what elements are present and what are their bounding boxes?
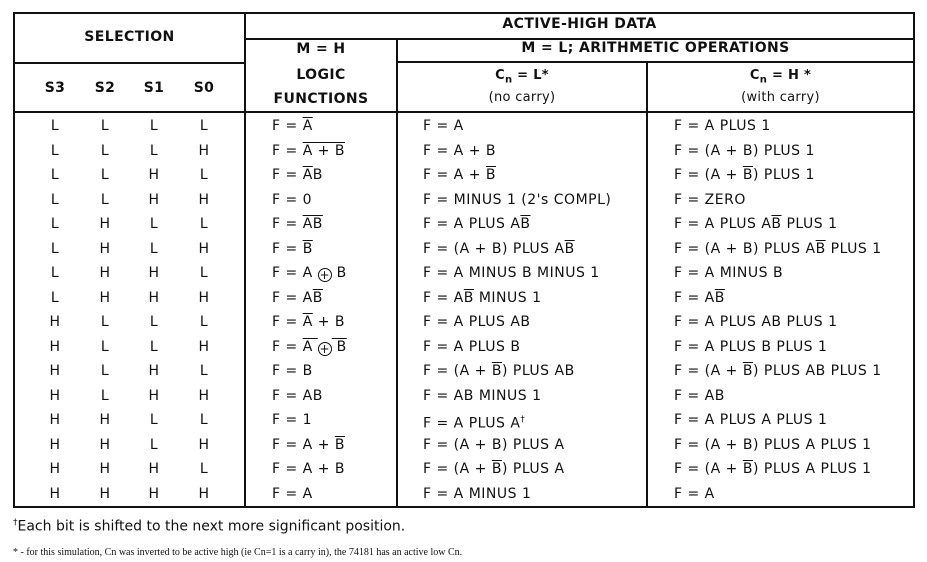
s3-cell: L bbox=[50, 118, 60, 134]
s1-cell: L bbox=[149, 142, 159, 159]
logic-text: F = A + bbox=[272, 436, 335, 453]
cn-low-value: = L* bbox=[512, 68, 549, 83]
cn-low-subscript: n bbox=[504, 74, 513, 86]
simulation-note: * - for this simulation, Cn was inverted to be active high (ie Cn=1 is a carry in), the 74181 has an active low Cn. bbox=[13, 547, 463, 558]
s0-cell: H bbox=[198, 240, 210, 257]
no-carry-cell bbox=[423, 163, 496, 188]
m-l-header: M = L; ARITHMETIC OPERATIONS bbox=[521, 40, 790, 56]
logic-function-cell bbox=[272, 139, 345, 164]
cn-high-value: = H * bbox=[767, 68, 812, 83]
s3-cell: H bbox=[49, 485, 61, 502]
no-carry-cell bbox=[423, 482, 531, 507]
table-row bbox=[15, 433, 913, 458]
s0-cell: H bbox=[198, 191, 210, 208]
wc-text: $\overline{B}$ bbox=[742, 167, 753, 183]
table-row bbox=[15, 188, 913, 213]
wc-text: F = A PLUS B PLUS 1 bbox=[674, 338, 828, 355]
logic-function-cell bbox=[272, 188, 312, 213]
wc-text: F = A PLUS A bbox=[674, 216, 772, 232]
selection-header: SELECTION bbox=[84, 29, 175, 45]
nc-text: F = A PLUS B bbox=[423, 338, 521, 355]
wc-text: ) PLUS A PLUS 1 bbox=[752, 461, 872, 477]
footnote bbox=[13, 518, 405, 535]
s1-cell: H bbox=[148, 265, 160, 281]
s1-cell: H bbox=[148, 461, 160, 477]
s0-cell: H bbox=[198, 436, 210, 453]
cn-low-note: (no carry) bbox=[488, 90, 556, 105]
s2-cell: L bbox=[100, 142, 110, 159]
no-carry-cell bbox=[423, 261, 600, 286]
s3-cell: H bbox=[49, 436, 61, 453]
s0-cell: H bbox=[198, 485, 210, 502]
table-row bbox=[15, 310, 913, 335]
logic-function-cell bbox=[272, 212, 323, 237]
wc-text: F = A PLUS A PLUS 1 bbox=[674, 412, 828, 428]
s0-cell: H bbox=[198, 338, 210, 355]
s0-header: S0 bbox=[193, 80, 215, 96]
logic-text: F = bbox=[272, 216, 303, 232]
s1-cell: H bbox=[148, 289, 160, 306]
s0-cell: L bbox=[199, 461, 209, 477]
wc-text: F = A PLUS AB PLUS 1 bbox=[674, 314, 838, 330]
nc-text: $\overline{B}$ bbox=[463, 289, 474, 306]
nc-text: F = AB MINUS 1 bbox=[423, 387, 542, 404]
nc-text: F = A PLUS A bbox=[423, 216, 521, 232]
s2-cell: L bbox=[100, 167, 110, 183]
table-row bbox=[15, 482, 913, 507]
logic-text bbox=[303, 339, 347, 355]
wc-text: F = A bbox=[674, 289, 715, 306]
s3-cell: H bbox=[49, 338, 61, 355]
logic-text: $\overline{AB}$ bbox=[302, 216, 323, 232]
nc-text: ) PLUS AB bbox=[501, 363, 575, 379]
s0-cell: L bbox=[199, 167, 209, 183]
wc-text: F = A MINUS B bbox=[674, 265, 784, 281]
logic-function-cell bbox=[272, 237, 313, 262]
nc-text: F = (A + B) PLUS A bbox=[423, 436, 565, 453]
s2-cell: L bbox=[100, 363, 110, 379]
s1-cell: H bbox=[148, 387, 160, 404]
s2-cell: L bbox=[100, 314, 110, 330]
s0-cell: H bbox=[198, 387, 210, 404]
table-row bbox=[15, 212, 913, 237]
s1-cell: L bbox=[149, 240, 159, 257]
nc-text: F = A bbox=[423, 118, 464, 134]
wc-text: F = (A + B) PLUS 1 bbox=[674, 142, 815, 159]
logic-text: + B bbox=[312, 314, 346, 330]
s0-cell: H bbox=[198, 289, 210, 306]
no-carry-cell bbox=[423, 359, 575, 384]
wc-text: ) PLUS AB PLUS 1 bbox=[752, 363, 882, 379]
table-row bbox=[15, 163, 913, 188]
s2-cell: H bbox=[99, 289, 111, 306]
s3-cell: L bbox=[50, 216, 60, 232]
logic-text: F = AB bbox=[272, 387, 323, 404]
table-row bbox=[15, 286, 913, 311]
s3-header: S3 bbox=[44, 80, 66, 96]
wc-text: F = ZERO bbox=[674, 191, 746, 208]
logic-function-cell bbox=[272, 384, 323, 409]
no-carry-cell bbox=[423, 212, 531, 237]
logic-function-cell bbox=[272, 457, 345, 482]
logic-function-cell bbox=[272, 286, 323, 311]
m-h-header: M = H bbox=[296, 41, 346, 57]
s0-cell: H bbox=[198, 142, 210, 159]
s1-cell: L bbox=[149, 338, 159, 355]
s0-cell: L bbox=[199, 314, 209, 330]
wc-text: F = AB bbox=[674, 387, 725, 404]
logic-text: A + B bbox=[302, 142, 345, 159]
table-row bbox=[15, 335, 913, 360]
nc-text: $\overline{B}$ bbox=[564, 240, 575, 257]
nc-text: F = A + bbox=[423, 167, 486, 183]
s2-cell: H bbox=[99, 461, 111, 477]
logic-text: $\overline{B}$ bbox=[334, 436, 346, 453]
ov-b: B bbox=[331, 338, 347, 355]
no-carry-cell bbox=[423, 384, 542, 409]
with-carry-cell bbox=[674, 335, 827, 360]
footnote-text: Each bit is shifted to the next more significant position. bbox=[17, 518, 406, 535]
no-carry-cell bbox=[423, 433, 565, 458]
no-carry-cell bbox=[423, 310, 531, 335]
s2-cell: L bbox=[100, 118, 110, 134]
with-carry-cell bbox=[674, 286, 725, 311]
s1-header: S1 bbox=[143, 80, 165, 96]
logic-text: F = 1 bbox=[272, 412, 313, 428]
with-carry-cell bbox=[674, 457, 872, 482]
logic-text: F = bbox=[272, 314, 303, 330]
nc-text: † bbox=[520, 415, 526, 425]
table-row bbox=[15, 359, 913, 384]
s3-cell: H bbox=[49, 461, 61, 477]
table-row bbox=[15, 261, 913, 286]
logic-text: $\overline{B}$ bbox=[312, 289, 323, 306]
with-carry-cell bbox=[674, 139, 815, 164]
cn-low-letter: C bbox=[495, 68, 505, 83]
s3-cell: L bbox=[50, 142, 60, 159]
s1-cell: H bbox=[148, 167, 160, 183]
with-carry-cell bbox=[674, 163, 815, 188]
nc-text: $\overline{B}$ bbox=[491, 363, 502, 379]
s2-cell: L bbox=[100, 338, 110, 355]
no-carry-cell bbox=[423, 114, 464, 139]
nc-text: ) PLUS A bbox=[501, 461, 565, 477]
header-divider-mid bbox=[15, 62, 246, 64]
s1-cell: L bbox=[149, 436, 159, 453]
logic-text: $\overline{A}$ bbox=[302, 167, 313, 183]
function-table bbox=[13, 12, 915, 508]
s2-header: S2 bbox=[94, 80, 116, 96]
s1-cell: L bbox=[149, 412, 159, 428]
table-row bbox=[15, 408, 913, 433]
logic-text: F = A bbox=[272, 265, 318, 281]
wc-text: F = (A + bbox=[674, 363, 743, 379]
nc-text: F = (A + B) PLUS A bbox=[423, 240, 565, 257]
nc-text: F = A PLUS A bbox=[423, 415, 521, 432]
s1-cell: H bbox=[148, 191, 160, 208]
nc-text: F = (A + bbox=[423, 363, 492, 379]
s3-cell: H bbox=[49, 412, 61, 428]
logic-text: F = bbox=[272, 118, 303, 134]
logic-function-cell bbox=[272, 310, 345, 335]
cn-high-subscript: n bbox=[759, 74, 768, 86]
no-carry-cell bbox=[423, 139, 496, 164]
nc-text: F = (A + bbox=[423, 461, 492, 477]
s1-cell: L bbox=[149, 314, 159, 330]
active-high-data-header: ACTIVE-HIGH DATA bbox=[502, 16, 657, 32]
logic-text: $\overline{A}$ bbox=[302, 314, 313, 330]
nc-text: MINUS 1 bbox=[473, 289, 542, 306]
logic-function-cell bbox=[272, 482, 313, 507]
s0-cell: L bbox=[199, 363, 209, 379]
with-carry-cell bbox=[674, 359, 882, 384]
s3-cell: H bbox=[49, 314, 61, 330]
s3-cell: L bbox=[50, 191, 60, 208]
nc-text: $\overline{B}$ bbox=[520, 216, 531, 232]
wc-text: ) PLUS 1 bbox=[752, 167, 815, 183]
s1-cell: H bbox=[148, 485, 160, 502]
s2-cell: H bbox=[99, 436, 111, 453]
s3-cell: H bbox=[49, 363, 61, 379]
s2-cell: H bbox=[99, 216, 111, 232]
table-row bbox=[15, 237, 913, 262]
xor-symbol: + bbox=[319, 341, 330, 356]
with-carry-cell bbox=[674, 261, 783, 286]
logic-text: B bbox=[312, 167, 323, 183]
s0-cell: L bbox=[199, 216, 209, 232]
no-carry-cell bbox=[423, 457, 565, 482]
s1-cell: H bbox=[148, 363, 160, 379]
no-carry-cell bbox=[423, 188, 611, 213]
s1-cell: L bbox=[149, 118, 159, 134]
cn-high-header bbox=[648, 68, 913, 86]
logic-text: F = bbox=[272, 142, 303, 159]
logic-text: F = A bbox=[272, 485, 313, 502]
wc-text: PLUS 1 bbox=[781, 216, 838, 232]
logic-function-cell bbox=[272, 408, 312, 433]
cn-high-letter: C bbox=[749, 68, 760, 83]
logic-text: F = bbox=[272, 240, 303, 257]
s2-cell: L bbox=[100, 387, 110, 404]
s1-cell: L bbox=[149, 216, 159, 232]
s3-cell: L bbox=[50, 240, 60, 257]
wc-text: F = (A + B) PLUS A bbox=[674, 240, 816, 257]
s2-cell: H bbox=[99, 265, 111, 281]
s2-cell: L bbox=[100, 191, 110, 208]
wc-text: $\overline{B}$ bbox=[771, 216, 782, 232]
s2-cell: H bbox=[99, 412, 111, 428]
logic-header: LOGIC bbox=[296, 67, 346, 83]
wc-text: PLUS 1 bbox=[825, 240, 882, 257]
ov-a: A bbox=[302, 338, 318, 355]
xor-symbol: + bbox=[319, 268, 330, 282]
no-carry-cell bbox=[423, 408, 525, 433]
wc-text: F = (A + B) PLUS A PLUS 1 bbox=[674, 436, 872, 453]
logic-function-cell bbox=[272, 114, 313, 139]
logic-function-cell bbox=[272, 359, 313, 384]
logic-text: F = bbox=[272, 167, 303, 183]
nc-text: F = A + B bbox=[423, 142, 496, 159]
table-row bbox=[15, 384, 913, 409]
s0-cell: L bbox=[199, 118, 209, 134]
logic-text: $\overline{A}$ bbox=[302, 118, 313, 134]
nc-text: F = A MINUS B MINUS 1 bbox=[423, 265, 600, 281]
table-row bbox=[15, 457, 913, 482]
wc-text: $\overline{B}$ bbox=[742, 363, 753, 379]
logic-function-cell bbox=[272, 335, 347, 360]
header-bottom-rule bbox=[15, 111, 913, 113]
logic-text: F = A + B bbox=[272, 461, 345, 477]
nc-text: $\overline{B}$ bbox=[491, 461, 502, 477]
logic-text: F = 0 bbox=[272, 191, 313, 208]
logic-function-cell bbox=[272, 433, 345, 458]
no-carry-cell bbox=[423, 237, 575, 262]
logic-function-cell bbox=[272, 261, 347, 286]
logic-function-cell bbox=[272, 163, 323, 188]
nc-text: F = A bbox=[423, 289, 464, 306]
with-carry-cell bbox=[674, 384, 725, 409]
s2-cell: H bbox=[99, 485, 111, 502]
with-carry-cell bbox=[674, 212, 838, 237]
nc-text: F = A PLUS AB bbox=[423, 314, 531, 330]
wc-text: F = A PLUS 1 bbox=[674, 118, 771, 134]
s3-cell: L bbox=[50, 289, 60, 306]
with-carry-cell bbox=[674, 237, 882, 262]
nc-text: F = MINUS 1 (2's COMPL) bbox=[423, 191, 612, 208]
s0-cell: L bbox=[199, 265, 209, 281]
table-row bbox=[15, 139, 913, 164]
cn-high-note: (with carry) bbox=[741, 90, 820, 105]
wc-text: F = (A + bbox=[674, 461, 743, 477]
table-row bbox=[15, 114, 913, 139]
cn-low-header bbox=[398, 68, 646, 86]
wc-text: F = (A + bbox=[674, 167, 743, 183]
s3-cell: L bbox=[50, 167, 60, 183]
with-carry-cell bbox=[674, 188, 746, 213]
logic-text: F = A bbox=[272, 289, 313, 306]
s0-cell: L bbox=[199, 412, 209, 428]
wc-text: F = A bbox=[674, 485, 715, 502]
logic-text: F = B bbox=[272, 363, 313, 379]
nc-text: $\overline{B}$ bbox=[485, 167, 497, 183]
dagger-mark: † bbox=[13, 518, 18, 528]
no-carry-cell bbox=[423, 286, 542, 311]
logic-text: $\overline{B}$ bbox=[302, 240, 313, 257]
wc-text: $\overline{B}$ bbox=[742, 461, 753, 477]
with-carry-cell bbox=[674, 433, 872, 458]
with-carry-cell bbox=[674, 408, 827, 433]
s2-cell: H bbox=[99, 240, 111, 257]
s3-cell: H bbox=[49, 387, 61, 404]
s3-cell: L bbox=[50, 265, 60, 281]
nc-text: F = A MINUS 1 bbox=[423, 485, 532, 502]
functions-header: FUNCTIONS bbox=[273, 91, 369, 107]
no-carry-cell bbox=[423, 335, 520, 360]
logic-text: F = bbox=[272, 338, 303, 355]
logic-text: B bbox=[331, 265, 347, 281]
header-divider-sub bbox=[398, 61, 913, 63]
wc-text: $\overline{B}$ bbox=[714, 289, 725, 306]
with-carry-cell bbox=[674, 482, 715, 507]
with-carry-cell bbox=[674, 310, 838, 335]
with-carry-cell bbox=[674, 114, 771, 139]
wc-text: $\overline{B}$ bbox=[815, 240, 826, 257]
